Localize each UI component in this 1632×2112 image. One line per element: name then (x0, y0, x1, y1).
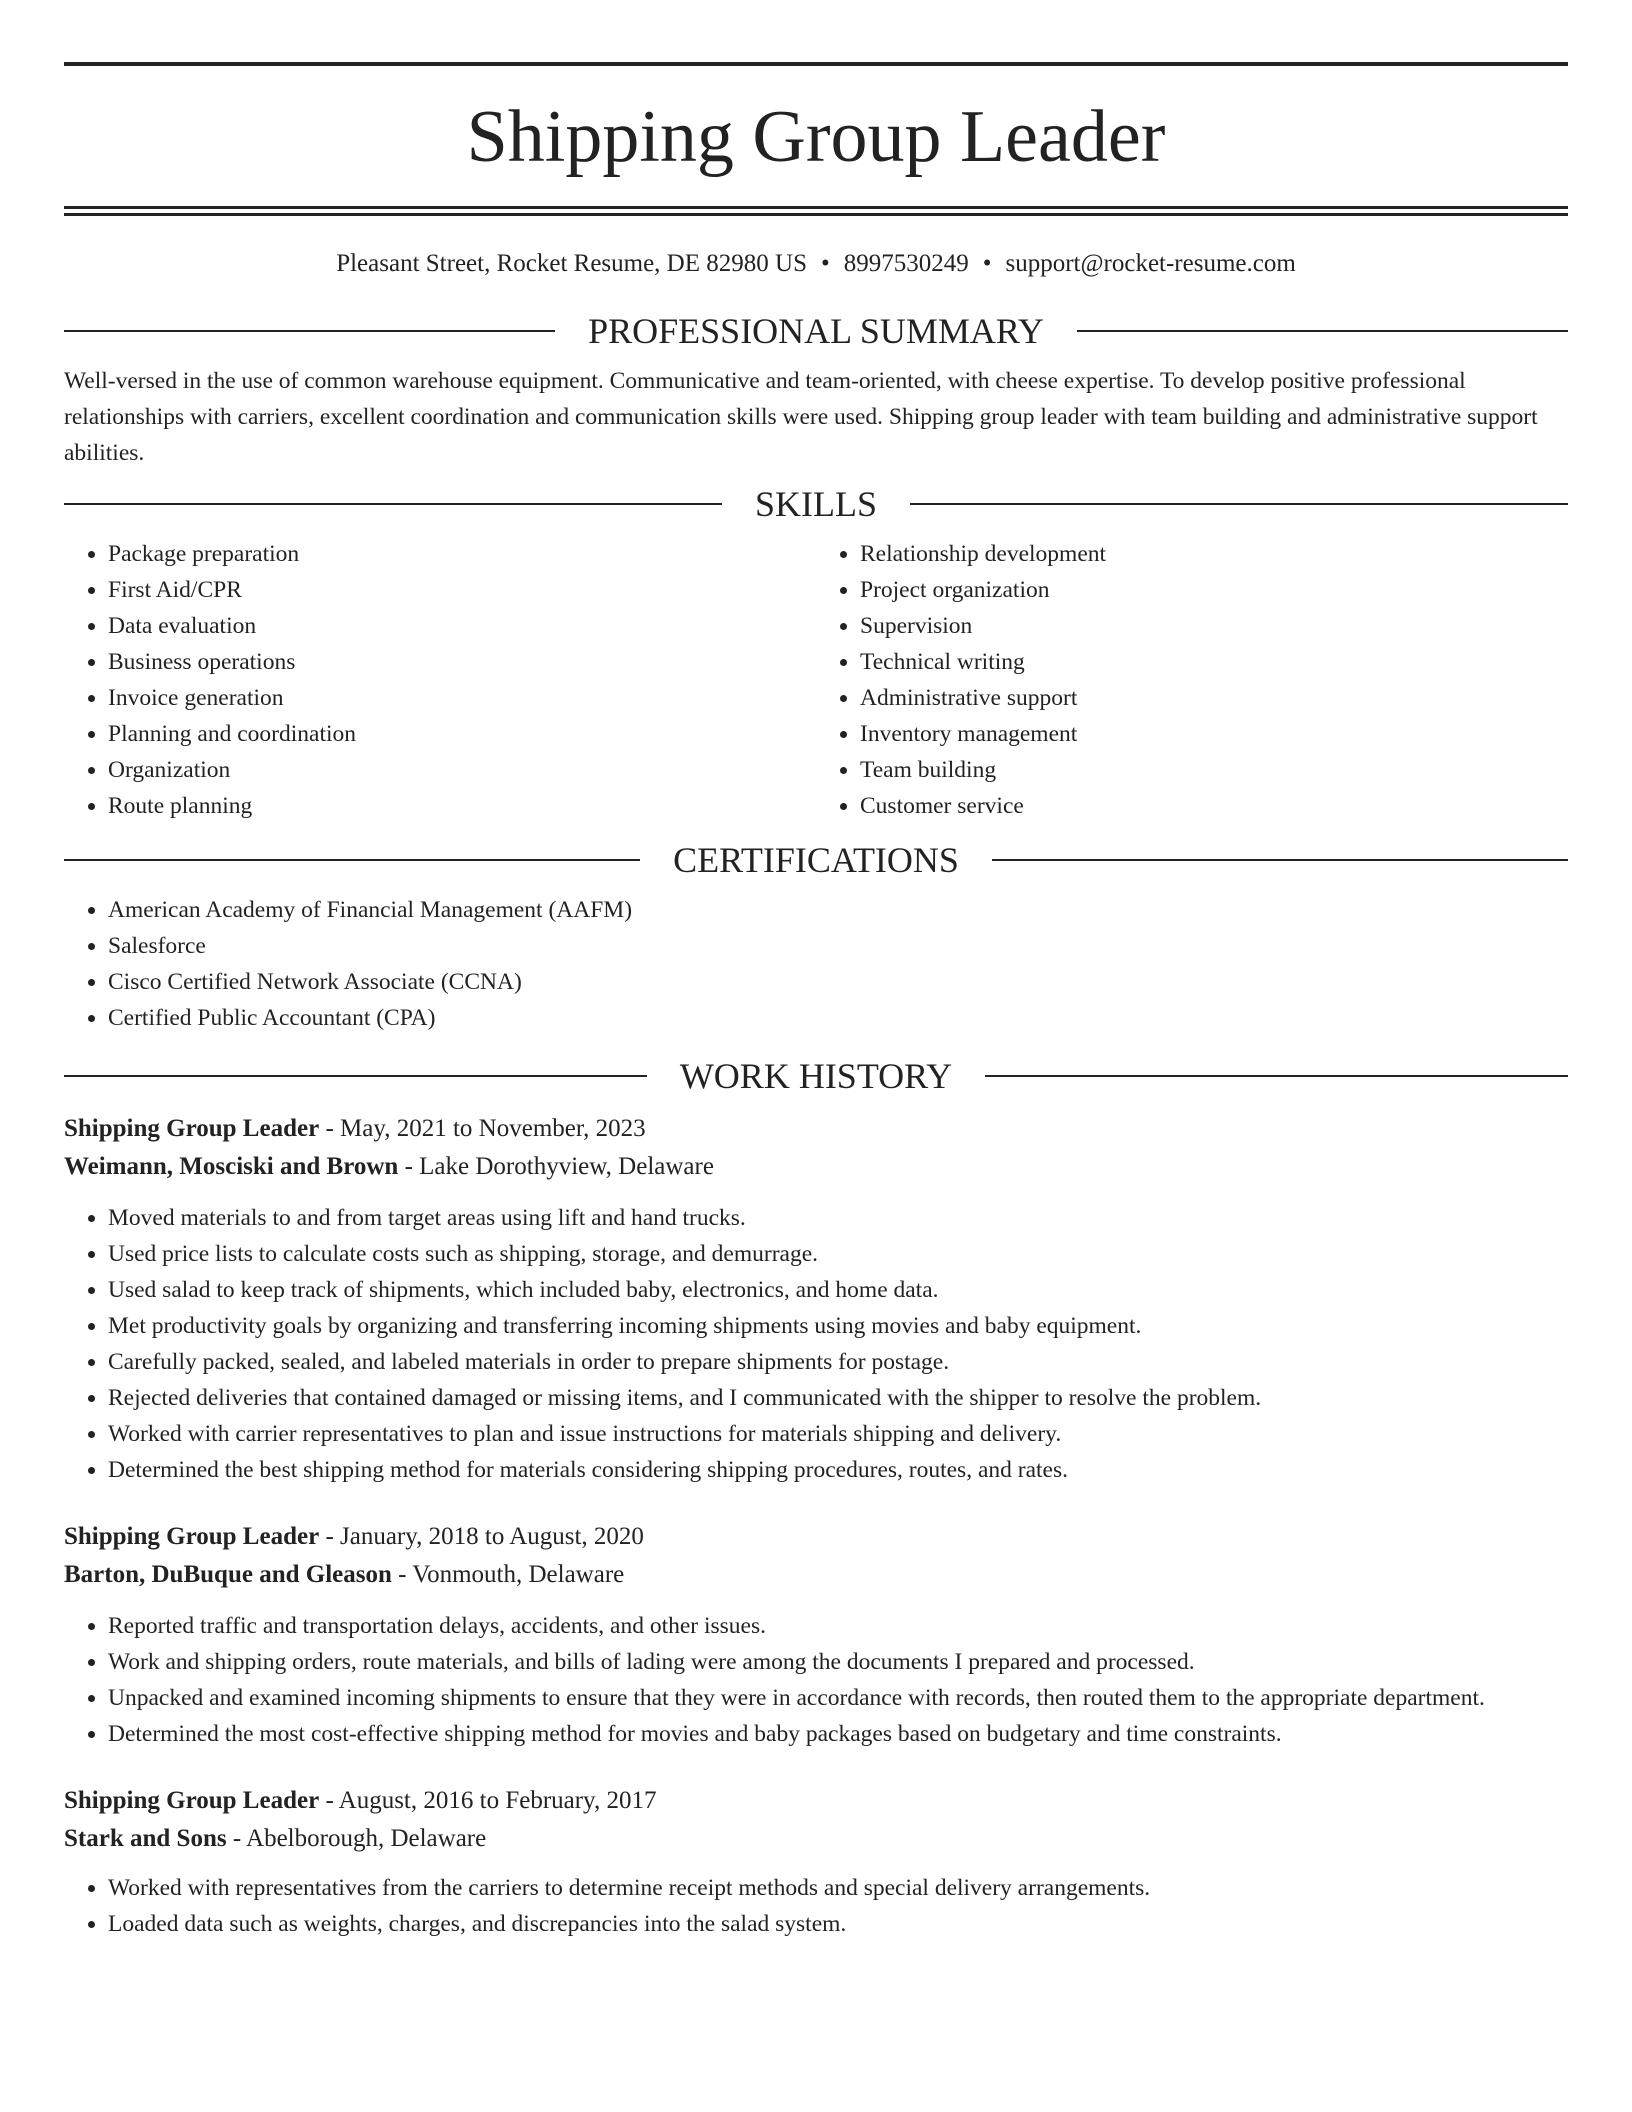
heading-rule-left (64, 859, 640, 861)
job-title: Shipping Group Leader (64, 1787, 320, 1814)
skills-heading-label: SKILLS (755, 484, 878, 524)
list-item: • Salesforce (108, 928, 1568, 964)
contact-line (64, 251, 1568, 276)
list-item: • Worked with carrier representatives to plan and issue instructions for materials shipping and delivery. (108, 1416, 1568, 1452)
job-company: Barton, DuBuque and Gleason (64, 1561, 392, 1588)
job-dates: January, 2018 to August, 2020 (340, 1523, 644, 1550)
list-item: • Project organization (860, 572, 1568, 608)
list-item: • Technical writing (860, 644, 1568, 680)
summary-heading-label: PROFESSIONAL SUMMARY (588, 311, 1044, 351)
list-item: • Team building (860, 752, 1568, 788)
skills-list-right (816, 536, 1568, 824)
list-item: • Work and shipping orders, route materials, and bills of lading were among the documents I prepared and processed. (108, 1644, 1568, 1680)
skills-heading (64, 486, 1568, 522)
job-entry (64, 1518, 1568, 1752)
list-item: • Package preparation (108, 536, 816, 572)
contact-separator: • (982, 250, 992, 277)
list-item: • Relationship development (860, 536, 1568, 572)
job-title-line: Shipping Group Leader - May, 2021 to November, 2023 (64, 1115, 646, 1142)
heading-rule-right (985, 1075, 1568, 1077)
contact-separator: • (820, 250, 830, 277)
list-item: • Inventory management (860, 716, 1568, 752)
list-item: • First Aid/CPR (108, 572, 816, 608)
top-rule (64, 62, 1568, 66)
heading-rule-left (64, 330, 555, 332)
heading-rule-left (64, 503, 722, 505)
job-location: Vonmouth, Delaware (412, 1561, 625, 1588)
certifications-heading-label: CERTIFICATIONS (673, 840, 959, 880)
job-bullets (64, 1200, 1568, 1488)
job-location: Lake Dorothyview, Delaware (419, 1153, 714, 1180)
list-item: • Rejected deliveries that contained damaged or missing items, and I communicated with the shipper to resolve the problem. (108, 1380, 1568, 1416)
list-item: • American Academy of Financial Management (AAFM) (108, 892, 1568, 928)
list-item: • Determined the most cost-effective shipping method for movies and baby packages based on budgetary and time constraints. (108, 1716, 1568, 1752)
job-dates: May, 2021 to November, 2023 (340, 1115, 646, 1142)
job-company-line: Stark and Sons - Abelborough, Delaware (64, 1825, 487, 1852)
job-title: Shipping Group Leader (64, 1115, 320, 1142)
skills-columns (64, 536, 1568, 824)
job-entry (64, 1110, 1568, 1488)
list-item: • Unpacked and examined incoming shipments to ensure that they were in accordance with records, then routed them to the appropriate department. (108, 1680, 1568, 1716)
work-heading (64, 1058, 1568, 1094)
certifications-heading (64, 842, 1568, 878)
job-location: Abelborough, Delaware (246, 1825, 487, 1852)
heading-rule-right (1077, 330, 1568, 332)
job-bullets (64, 1870, 1568, 1942)
list-item: • Route planning (108, 788, 816, 824)
list-item: • Customer service (860, 788, 1568, 824)
list-item: • Used salad to keep track of shipments, which included baby, electronics, and home data. (108, 1272, 1568, 1308)
list-item: • Moved materials to and from target areas using lift and hand trucks. (108, 1200, 1568, 1236)
list-item: • Worked with representatives from the carriers to determine receipt methods and special delivery arrangements. (108, 1870, 1568, 1906)
job-company-line: Barton, DuBuque and Gleason - Vonmouth, Delaware (64, 1561, 625, 1588)
certifications-list (64, 892, 1568, 1036)
list-item: • Determined the best shipping method for materials considering shipping procedures, routes, and rates. (108, 1452, 1568, 1488)
list-item: • Certified Public Accountant (CPA) (108, 1000, 1568, 1036)
list-item: • Supervision (860, 608, 1568, 644)
list-item: • Met productivity goals by organizing and transferring incoming shipments using movies and baby equipment. (108, 1308, 1568, 1344)
page-title: Shipping Group Leader (466, 96, 1166, 178)
list-item: • Invoice generation (108, 680, 816, 716)
summary-heading (64, 313, 1568, 349)
job-bullets (64, 1608, 1568, 1752)
contact-email: support@rocket-resume.com (1005, 250, 1296, 277)
summary-text: Well-versed in the use of common warehouse equipment. Communicative and team-oriented, with cheese expertise. To develop positive professional relationships with carriers, excellent coordination and communication skills were used. Shipping group leader with team building and administrative support abilities. (64, 368, 1538, 466)
title-double-rule (64, 206, 1568, 216)
list-item: • Data evaluation (108, 608, 816, 644)
heading-rule-right (992, 859, 1568, 861)
list-item: • Organization (108, 752, 816, 788)
list-item: • Carefully packed, sealed, and labeled materials in order to prepare shipments for postage. (108, 1344, 1568, 1380)
job-company: Weimann, Mosciski and Brown (64, 1153, 399, 1180)
contact-address: Pleasant Street, Rocket Resume, DE 82980 US (336, 250, 807, 277)
list-item: • Cisco Certified Network Associate (CCNA) (108, 964, 1568, 1000)
job-company-line: Weimann, Mosciski and Brown - Lake Dorothyview, Delaware (64, 1153, 714, 1180)
work-heading-label: WORK HISTORY (679, 1056, 953, 1096)
job-company: Stark and Sons (64, 1825, 227, 1852)
job-dates: August, 2016 to February, 2017 (338, 1787, 657, 1814)
job-title-line: Shipping Group Leader - January, 2018 to August, 2020 (64, 1523, 644, 1550)
list-item: • Administrative support (860, 680, 1568, 716)
heading-rule-left (64, 1075, 647, 1077)
contact-phone: 8997530249 (843, 250, 969, 277)
job-title: Shipping Group Leader (64, 1523, 320, 1550)
list-item: • Used price lists to calculate costs such as shipping, storage, and demurrage. (108, 1236, 1568, 1272)
list-item: • Loaded data such as weights, charges, and discrepancies into the salad system. (108, 1906, 1568, 1942)
job-title-line: Shipping Group Leader - August, 2016 to February, 2017 (64, 1787, 657, 1814)
skills-list-left (64, 536, 816, 824)
heading-rule-right (910, 503, 1568, 505)
list-item: • Reported traffic and transportation delays, accidents, and other issues. (108, 1608, 1568, 1644)
list-item: • Business operations (108, 644, 816, 680)
job-entry (64, 1782, 1568, 1942)
list-item: • Planning and coordination (108, 716, 816, 752)
